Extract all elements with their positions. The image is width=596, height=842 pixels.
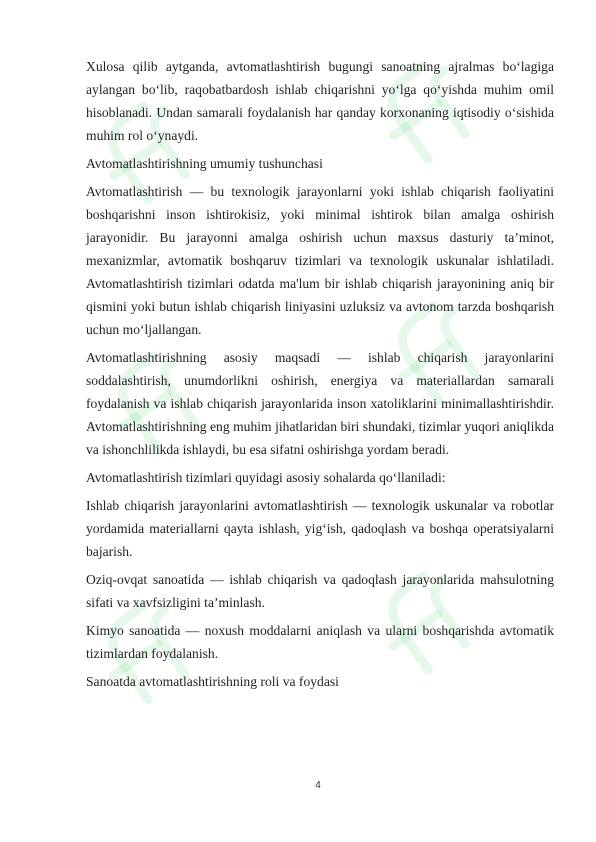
section-heading-general-concept: Avtomatlashtirishning umumiy tushunchasi: [86, 156, 323, 171]
section-heading-role-benefits: Sanoatda avtomatlashtirishning roli va foydasi: [86, 674, 339, 689]
paragraph-chemical-industry: Kimyo sanoatida — noxush moddalarni aniqlash va ularni boshqarishda avtomatik tizimlardan foydalanish.: [86, 623, 554, 661]
page-number: 4: [315, 780, 321, 791]
paragraph-production-automation: Ishlab chiqarish jarayonlarini avtomatlashtirish — texnologik uskunalar va robotlar yordamida materiallarni qayta ishlash, yig‘ish, qadoqlash va boshqa operatsiyalarni bajarish.: [86, 498, 554, 559]
paragraph-food-industry: Oziq-ovqat sanoatida — ishlab chiqarish va qadoqlash jarayonlarida mahsulotning sifati va xavfsizligini ta’minlash.: [86, 572, 554, 610]
paragraph-main-goal: Avtomatlashtirishning asosiy maqsadi — ishlab chiqarish jarayonlarini soddalashtirish, unumdorlikni oshirish, energiya va materiallardan samarali foydalanish va ishlab chiqarish jarayonlarida inson xatoliklarini minimallashtirishdir. Avtomatlashtirishning eng muhim jihatlaridan biri shundaki, tizimlar yuqori aniqlikda va ishonchlilikda ishlaydi, bu esa sifatni oshirishga yordam beradi.: [86, 350, 554, 457]
paragraph-conclusion: Xulosa qilib aytganda, avtomatlashtirish bugungi sanoatning ajralmas bo‘lagiga aylangan bo‘lib, raqobatbardosh ishlab chiqarishni yo‘lga qo‘yishda muhim omil hisoblanadi. Undan samarali foydalanish har qanday korxonaning iqtisodiy o‘sishida muhim rol o‘ynaydi.: [86, 59, 554, 143]
paragraph-definition: Avtomatlashtirish — bu texnologik jarayonlarni yoki ishlab chiqarish faoliyatini boshqarishni inson ishtirokisiz, yoki minimal ishtirok bilan amalga oshirish jarayonidir. Bu jarayonni amalga oshirish uchun maxsus dasturiy ta’minot, mexanizmlar, avtomatik boshqaruv tizimlari va texnologik uskunalar ishlatiladi. Avtomatlashtirish tizimlari odatda ma'lum bir ishlab chiqarish jarayonining aniq bir qismini yoki butun ishlab chiqarish liniyasini uzluksiz va avtonom tarzda boshqarish uchun mo‘ljallangan.: [86, 184, 554, 337]
paragraph-application-intro: Avtomatlashtirish tizimlari quyidagi asosiy sohalarda qo‘llaniladi:: [86, 470, 446, 485]
document-body: [86, 55, 554, 698]
